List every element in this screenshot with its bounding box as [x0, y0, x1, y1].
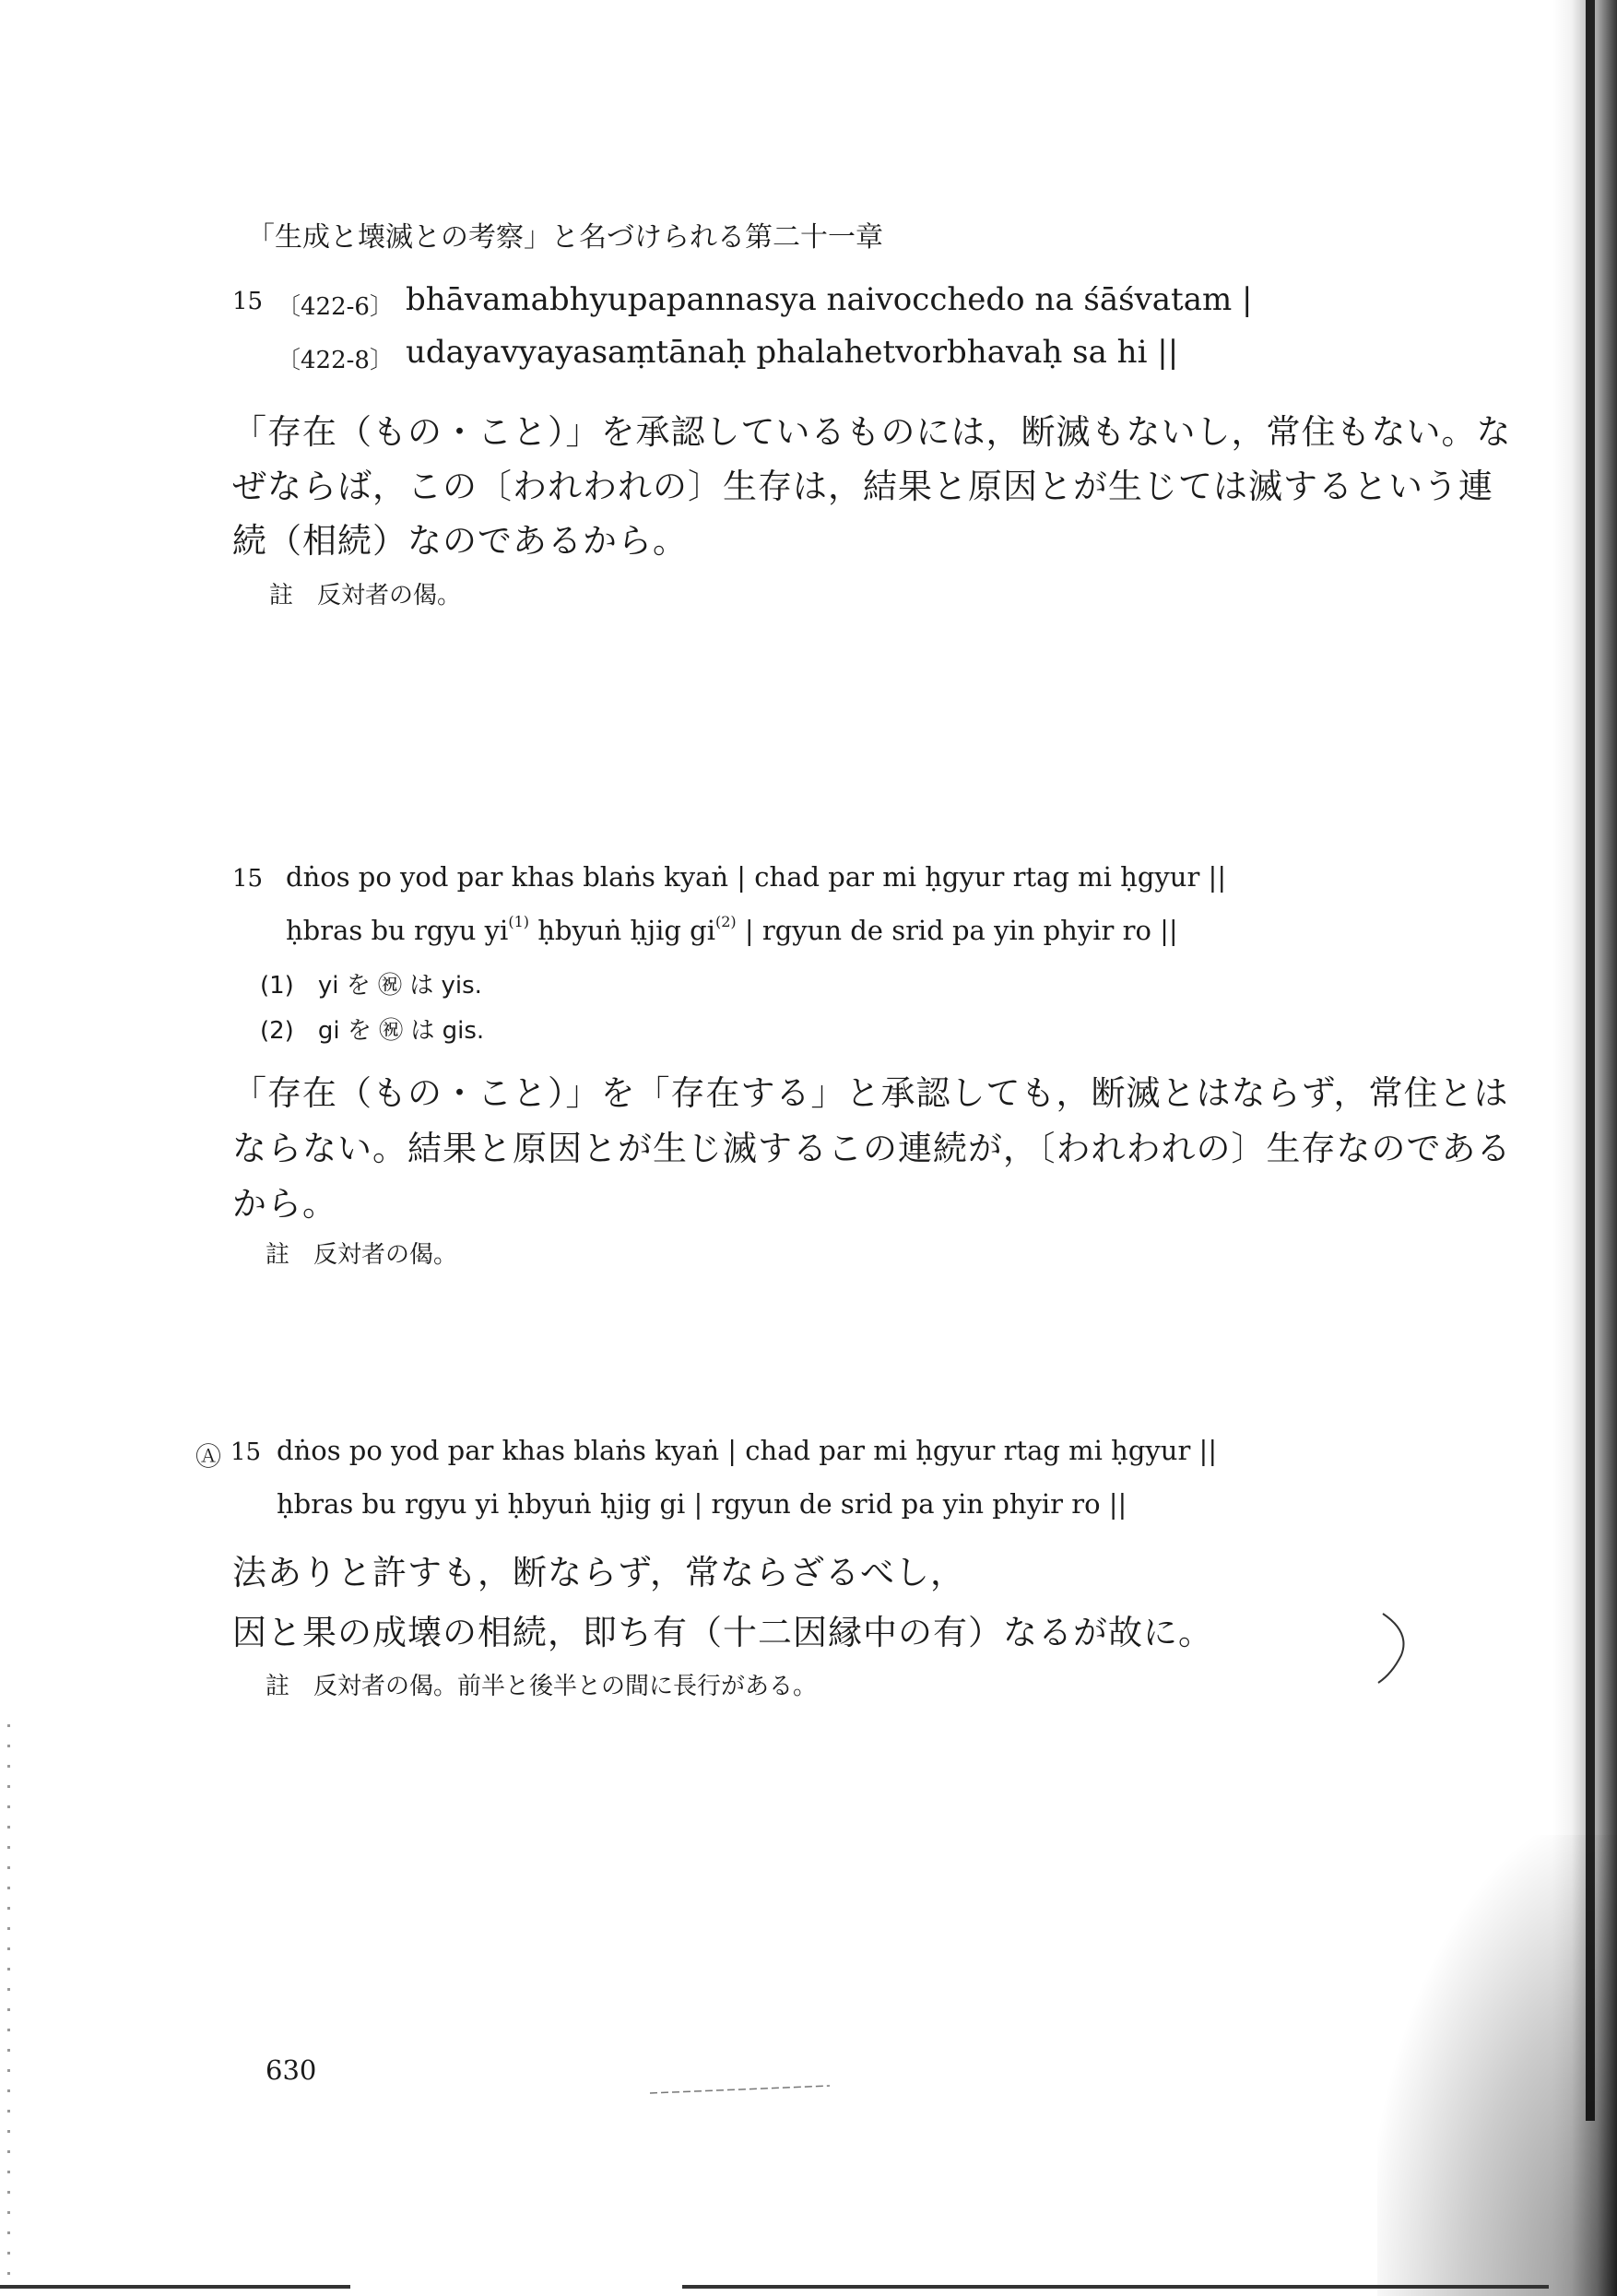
- translation-line: 法ありと許すも，断ならず，常ならざるべし，: [232, 1553, 966, 1592]
- footnote: (2) gi を ㊗ は gis.: [260, 1017, 485, 1045]
- verse-line-with-footnotes: ḥbras bu rgyu $yi^{(1)}$ ḥbyuṅ ḥjig $gi^{(2)}$ | rgyun de srid pa yin phyir ro ||: [286, 913, 1178, 946]
- page-number: 630: [266, 2054, 317, 2086]
- verse-number: 15: [232, 865, 264, 893]
- scan-stray-mark: [645, 2065, 848, 2102]
- footnote-marker[interactable]: (1): [508, 913, 529, 930]
- translation-line: ぜならば，この〔われわれの〕生存は，結果と原因とが生じては滅するという連: [232, 467, 1493, 506]
- translation-line: 「存在（もの・こと）」を承認しているものには，断滅もないし，常住もない。な: [232, 412, 1512, 452]
- verse-line: dṅos po yod par khas blaṅs kyaṅ | chad par mi ḥgyur rtag mi ḥgyur ||: [277, 1435, 1218, 1466]
- source-marker-icon: Ⓐ: [195, 1441, 222, 1472]
- footnote-marker[interactable]: (2): [714, 913, 737, 930]
- annotation-note: 註 反対者の偈。: [269, 582, 462, 610]
- translation-line: から。: [232, 1184, 337, 1224]
- verse-line: dṅos po yod par khas blaṅs kyaṅ | chad par mi ḥgyur rtag mi ḥgyur ||: [286, 861, 1227, 893]
- verse-number: 15: [230, 1438, 262, 1466]
- scan-bottom-rule: [0, 2285, 350, 2289]
- annotation-note: 註 反対者の偈。: [266, 1241, 458, 1269]
- scan-binding-line: [1586, 0, 1595, 2121]
- verse-number: 15: [232, 288, 264, 315]
- translation-line: ならない。結果と原因とが生じ滅するこの連続が，〔われわれの〕生存なのである: [232, 1129, 1512, 1168]
- scan-corner-shadow: [1377, 1835, 1617, 2296]
- scan-bottom-rule: [682, 2285, 1549, 2289]
- verse-reference: 〔422-6〕: [277, 293, 394, 321]
- verse-line: udayavyayasaṃtānaḥ phalahetvorbhavaḥ sa hi ||: [406, 334, 1179, 371]
- annotation-note: 註 反対者の偈。前半と後半との間に長行がある。: [266, 1673, 818, 1700]
- scan-margin-mark: [1374, 1604, 1429, 1687]
- translation-line: 「存在（もの・こと）」を「存在する」と承認しても，断滅とはならず，常住とは: [232, 1073, 1509, 1113]
- translation-line: 続（相続）なのであるから。: [232, 521, 688, 561]
- verse-line: bhāvamabhyupapannasya naivocchedo na śāśvatam |: [406, 281, 1253, 318]
- translation-line: 因と果の成壊の相続，即ち有（十二因縁中の有）なるが故に。: [232, 1613, 1213, 1652]
- verse-line: ḥbras bu rgyu yi ḥbyuṅ ḥjig gi | rgyun de srid pa yin phyir ro ||: [277, 1488, 1127, 1520]
- footnote: (1) yi を ㊗ は yis.: [260, 972, 482, 1000]
- scan-left-margin-marks: [7, 1724, 10, 2278]
- chapter-title: 「生成と壊滅との考察」と名づけられる第二十一章: [247, 221, 883, 254]
- verse-reference: 〔422-8〕: [277, 347, 394, 374]
